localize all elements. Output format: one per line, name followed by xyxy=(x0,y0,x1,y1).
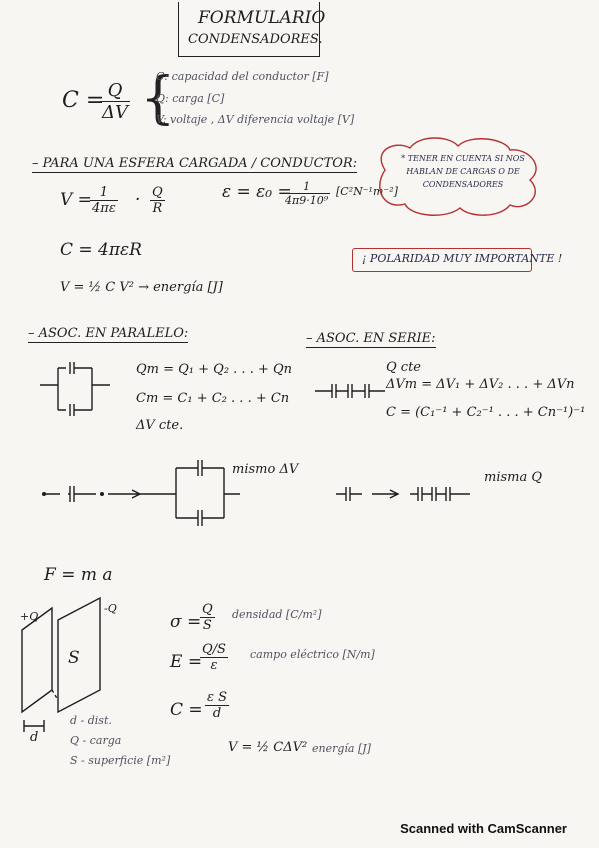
e-frac xyxy=(200,642,228,673)
plus-label: +Q xyxy=(20,610,39,623)
legend-q: Q - carga xyxy=(70,734,122,747)
plate-energy: V = ½ CΔV² xyxy=(228,740,308,755)
e-desc: campo eléctrico [N/m] xyxy=(250,648,375,661)
sphere-energy: V = ½ C V² → energía [J] xyxy=(60,280,223,295)
series-line-c: C = (C₁⁻¹ + C₂⁻¹ . . . + Cn⁻¹)⁻¹ xyxy=(386,405,586,420)
legend-d: d - dist. xyxy=(70,714,112,727)
cap-num: Q xyxy=(100,80,130,102)
sigma-lhs: σ = xyxy=(170,612,202,632)
cap-lhs: C = xyxy=(62,88,105,113)
d-label: d xyxy=(30,730,39,745)
e-den: ε xyxy=(210,658,218,673)
sphere-cap: C = 4πεR xyxy=(60,240,142,260)
def-q: Q: carga [C] xyxy=(156,92,225,105)
parallel-label: mismo ΔV xyxy=(232,462,299,477)
parallel-heading: – ASOC. EN PARALELO: xyxy=(28,326,189,341)
eps-den: 4π9·10⁹ xyxy=(285,194,329,207)
sphere-dot: · xyxy=(135,190,141,210)
parallel-line-v: ΔV cte. xyxy=(136,418,184,433)
sphere-v-frac1-num: 1 xyxy=(90,185,118,201)
minus-label: -Q xyxy=(104,602,117,615)
eps-num: 1 xyxy=(283,180,330,194)
e-lhs: E = xyxy=(170,652,203,672)
c-num: ε S xyxy=(207,690,228,705)
series-line-v: ΔVт = ΔV₁ + ΔV₂ . . . + ΔVn xyxy=(386,377,575,392)
brace: { xyxy=(140,66,176,131)
sphere-v-lhs: V = xyxy=(60,190,92,210)
c-lhs: C = xyxy=(170,700,203,720)
page-title: FORMULARIO xyxy=(198,8,326,28)
parallel-line-c: Cт = C₁ + C₂ . . . + Cn xyxy=(136,391,290,406)
sigma-den: S xyxy=(202,618,212,633)
parallel-line-q: Qт = Q₁ + Q₂ . . . + Qn xyxy=(136,362,293,377)
sphere-v-frac1-den: 4πε xyxy=(92,201,116,216)
c-frac xyxy=(205,690,229,721)
cap-den: ΔV xyxy=(102,102,128,123)
series-heading: – ASOC. EN SERIE: xyxy=(306,331,436,346)
def-c: C: capacidad del conductor [F] xyxy=(156,70,329,83)
newton-law: F = m a xyxy=(44,565,113,585)
sigma-num: Q xyxy=(202,602,213,617)
sphere-v-frac2-den: R xyxy=(152,201,163,216)
eps-unit: [C²N⁻¹m⁻²] xyxy=(336,185,398,198)
def-v: V: voltaje , ΔV diferencia voltaje [V] xyxy=(156,113,355,126)
scanner-watermark: Scanned with CamScanner xyxy=(400,821,567,836)
sigma-desc: densidad [C/m²] xyxy=(232,608,322,621)
sphere-heading: – PARA UNA ESFERA CARGADA / CONDUCTOR: xyxy=(32,156,358,171)
e-num: Q/S xyxy=(202,642,226,657)
polarity-note: ¡ POLARIDAD MUY IMPORTANTE ! xyxy=(362,252,563,265)
page-subtitle: CONDENSADORES. xyxy=(188,32,323,47)
series-label: misma Q xyxy=(484,470,543,485)
legend-s: S - superficie [m²] xyxy=(70,754,171,767)
s-label: S xyxy=(68,648,80,668)
cloud-note: * TENER EN CUENTA SI NOS HABLAN DE CARGAS O DE CONDENSADORES xyxy=(401,154,525,189)
eps-lhs: ε = ε₀ = xyxy=(222,182,292,202)
sphere-v-frac2-num: Q xyxy=(152,185,163,200)
c-den: d xyxy=(212,706,222,721)
plate-energy-desc: energía [J] xyxy=(312,742,371,755)
sigma-frac xyxy=(200,602,215,633)
series-line-q: Q cte xyxy=(386,360,421,375)
